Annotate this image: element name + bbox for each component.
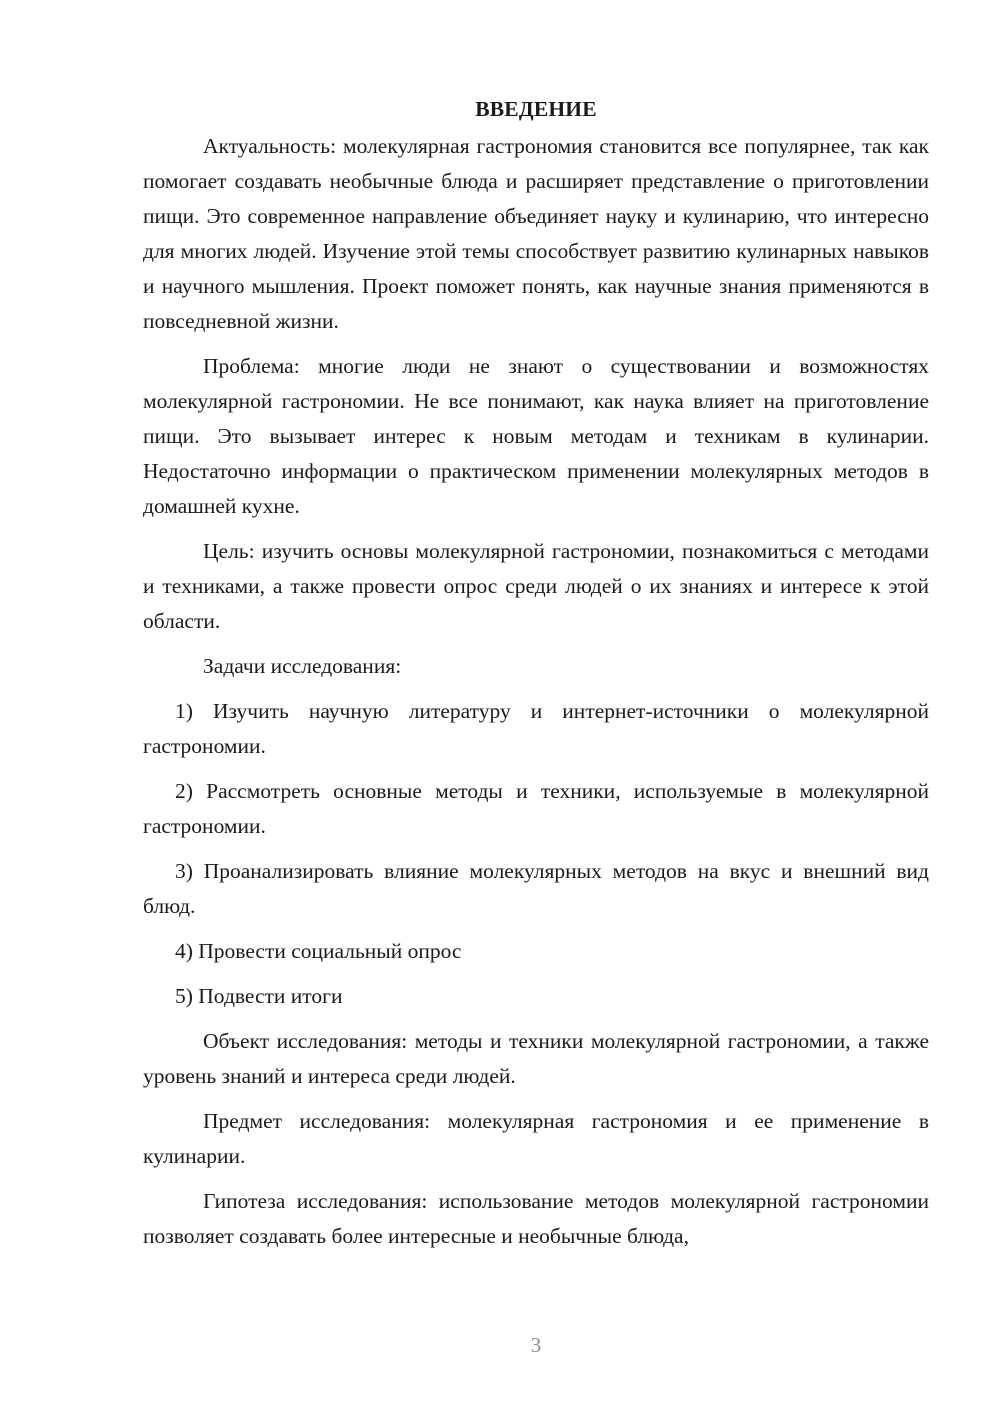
paragraph-problem: Проблема: многие люди не знают о существовании и возможностях молекулярной гастрономии. Не все понимают, как наука влияет на приготовление пищи. Это вызывает интерес к новым методам и техникам в кулинарии. Недостаточно информации о практическом применении молекулярных методов в домашней кухне. bbox=[143, 354, 929, 518]
paragraph-relevance: Актуальность: молекулярная гастрономия становится все популярнее, так как помогает создавать необычные блюда и расширяет представление о приготовлении пищи. Это современное направление объединяет науку и кулинарию, что интересно для многих людей. Изучение этой темы способствует развитию кулинарных навыков и научного мышления. Проект поможет понять, как научные знания применяются в повседневной жизни. bbox=[143, 134, 929, 333]
page-number: 3 bbox=[530, 1333, 542, 1357]
paragraph-object: Объект исследования: методы и техники молекулярной гастрономии, а также уровень знаний и интереса среди людей. bbox=[143, 1029, 929, 1088]
paragraph-subject: Предмет исследования: молекулярная гастрономия и ее применение в кулинарии. bbox=[143, 1109, 929, 1168]
paragraph-hypothesis: Гипотеза исследования: использование методов молекулярной гастрономии позволяет создавать более интересные и необычные блюда, bbox=[143, 1189, 929, 1248]
paragraph-tasks-heading: Задачи исследования: bbox=[203, 654, 402, 678]
task-item: 4) Провести социальный опрос bbox=[175, 939, 462, 963]
task-item: 2) Рассмотреть основные методы и техники, используемые в молекулярной гастрономии. bbox=[143, 779, 929, 838]
task-item: 1) Изучить научную литературу и интернет-источники о молекулярной гастрономии. bbox=[143, 699, 929, 758]
task-item: 3) Проанализировать влияние молекулярных методов на вкус и внешний вид блюд. bbox=[143, 859, 929, 918]
paragraph-goal: Цель: изучить основы молекулярной гастрономии, познакомиться с методами и техниками, а также провести опрос среди людей о их знаниях и интересе к этой области. bbox=[143, 539, 929, 633]
task-item: 5) Подвести итоги bbox=[175, 984, 343, 1008]
document-page bbox=[143, 92, 929, 1264]
page-title: ВВЕДЕНИЕ bbox=[475, 97, 597, 121]
